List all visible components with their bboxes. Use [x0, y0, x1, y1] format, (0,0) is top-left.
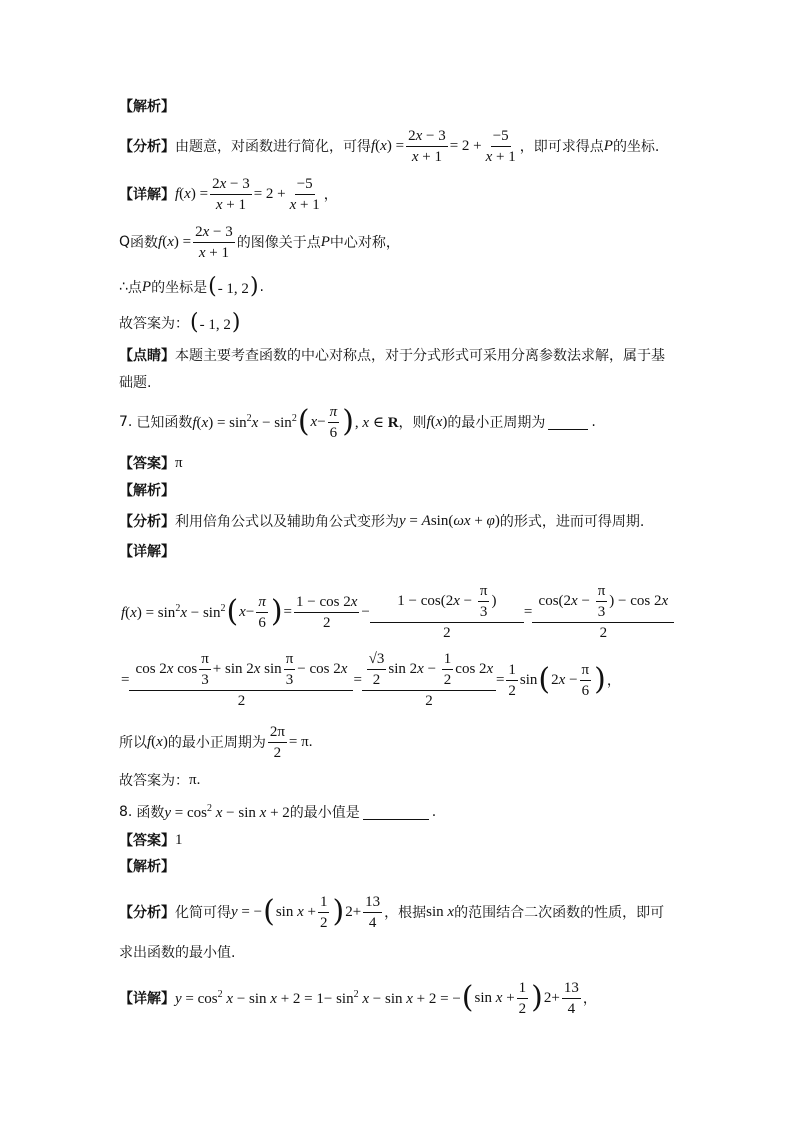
- q6-comment: 【点睛】 本题主要考查函数的中心对称点，对于分式形式可采用分离参数法求解，属于基: [119, 348, 665, 364]
- q6-comment-cont: 础题.: [119, 375, 152, 391]
- q8-answer: 【答案】 1: [119, 831, 183, 849]
- q7-stem: 7. 已知函数 $f(x) = \sin^2x - \sin^2$ ( x − $\frac{\pi}{6}$ ) , x ∈ R ，则 f(x) 的最小正周期为 .: [119, 403, 596, 441]
- q6-answer-line: 故答案为： (- 1, 2): [119, 310, 241, 335]
- q7-period-line: 所以 f(x) 的最小正周期为 $\frac{2\pi}{2}$ = π.: [119, 723, 313, 761]
- q7-jiexi-heading: 【解析】: [119, 483, 175, 499]
- q8-jiexi-heading: 【解析】: [119, 859, 175, 875]
- q7-analysis: 【分析】 利用倍角公式以及辅助角公式变形为 y = Asin(ωx + φ) 的形式，进而可得周期.: [119, 512, 645, 530]
- q8-analysis-cont: 求出函数的最小值.: [119, 945, 236, 961]
- q8-detail: 【详解】 $y = \cos^2 x - \sin x + 2 = 1- \sin^2 x - \sin x + 2$ = − ( sin x + $\frac{1}{2}$ ) 2 + $\frac{13}{4}$ ，: [119, 979, 597, 1017]
- q7-answer-line: 故答案为： π.: [119, 771, 201, 789]
- q8-analysis: 【分析】 化简可得 y = − ( sin x + $\frac{1}{2}$ ) 2 + $\frac{13}{4}$ ，根据 sin x 的范围结合二次函数的性质，即可: [119, 893, 665, 931]
- q6-jiexi-heading: 【解析】: [119, 99, 175, 115]
- q7-detail-heading: 【详解】: [119, 544, 175, 560]
- therefore-symbol: ∴: [119, 279, 128, 295]
- q6-point-line: ∴ 点 P 的坐标是 (- 1, 2) .: [119, 274, 264, 299]
- q7-answer: 【答案】 π: [119, 454, 183, 472]
- answer-blank: [548, 415, 588, 430]
- q6-analysis: 【分析】 由题意，对函数进行简化，可得 f(x) = $\frac{2x - 3}{x + 1}$ = 2 + $\frac{-5}{x + 1}$ ，即可求得点 P 的坐标.: [119, 127, 660, 165]
- q7-derivation-1: $f(x) = \sin^2x - \sin^2$ ( x − $\frac{\pi}{6}$ ) = $\frac{1 - \cos 2x}{2}$ − 1 − cos(2x − $\frac{\pi}{3}$ ) 2 = cos(2x − $\frac{\pi}{3}$ ) − cos 2x 2: [121, 572, 674, 652]
- because-symbol: Q: [119, 234, 131, 250]
- q8-stem: 8. 函数 $y = \cos^2 x - \sin x + 2$ 的最小值是 .: [119, 802, 437, 821]
- q6-symmetry-line: Q 函数 f(x) = $\frac{2x - 3}{x + 1}$ 的图像关于点 P 中心对称，: [119, 223, 400, 261]
- q7-derivation-2: = cos 2x cos $\frac{\pi}{3}$ + sin 2x sin $\frac{\pi}{3}$ − cos 2x 2 = $\frac{√3}{2}$ sin 2x − $\frac{1}{2}$ cos 2x 2 = $\frac{1}{2}$ sin ( 2x − $\frac{\pi}{6}$ ) ，: [121, 651, 621, 709]
- answer-blank: [363, 805, 429, 820]
- q6-detail: 【详解】 f(x) = $\frac{2x - 3}{x + 1}$ = 2 + $\frac{-5}{x + 1}$ ，: [119, 175, 338, 213]
